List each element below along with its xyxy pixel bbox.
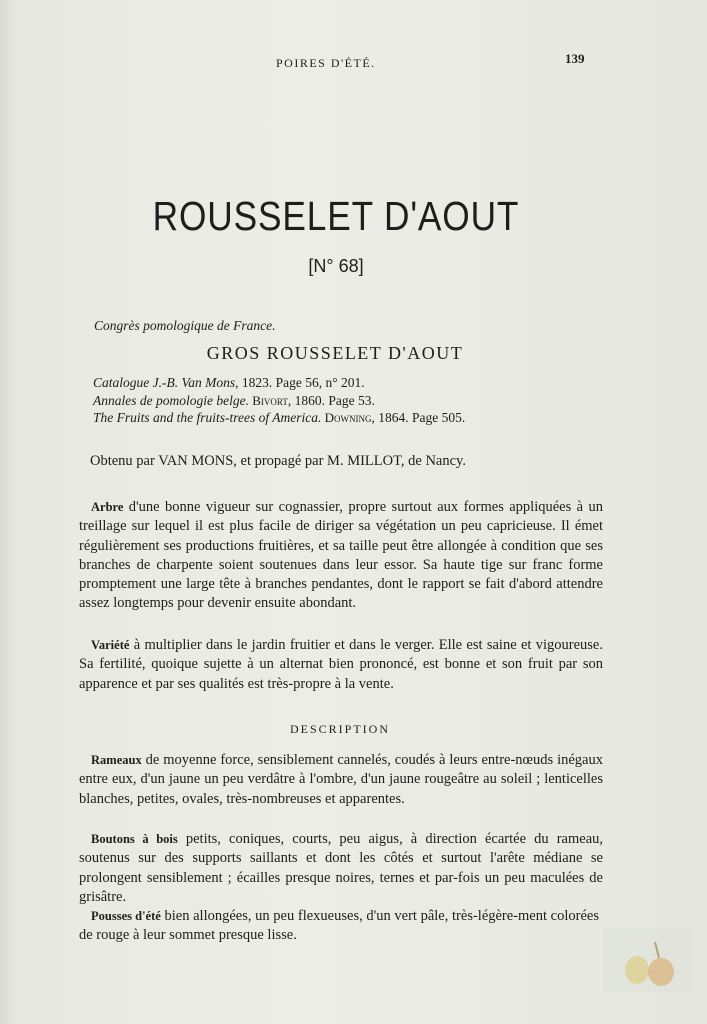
running-head: POIRES D'ÉTÉ. [276, 56, 376, 70]
paragraph-lead: Boutons à bois [91, 832, 178, 846]
paragraph-rameaux: Rameaux de moyenne force, sensiblement cannelés, coudés à leurs entre-nœuds inégaux entre eux, d'un jaune un peu verdâtre à l'ombre, d'un jaune rougeâtre au soleil ; lenticelles blanches, petites, ovales, très-nombreuses et apparentes. [79, 752, 603, 807]
paragraph-lead: Rameaux [91, 753, 142, 767]
reference-item: The Fruits and the fruits-trees of America. Downing, 1864. Page 505. [93, 410, 466, 425]
congress-reference: Congrès pomologique de France. [94, 318, 276, 333]
origin-statement: Obtenu par VAN MONS, et propagé par M. MILLOT, de Nancy. [90, 453, 466, 469]
page-number: 139 [565, 51, 585, 66]
paragraph-arbre: Arbre d'une bonne vigueur sur cognassier, propre surtout aux formes appliquées à un treillage sur lequel il est plus facile de diriger sa végétation un peu capricieuse. Il émet régulièrement ses productions fruitières, et sa taille peut être allongée à condition que ses branches de charpente soient soutenues dans leur essor. Sa haute tige sur franc forme promptement une large tête à branches pendantes, dont le rapport se fait d'abord attendre assez longtemps pour devenir ensuite abondant. [79, 499, 603, 612]
paragraph-pousses: Pousses d'été bien allongées, un peu flexueuses, d'un vert pâle, très-légère-ment colorées de rouge à leur sommet presque lisse. [79, 908, 599, 944]
paragraph-lead: Variété [91, 638, 130, 652]
pear-shape [648, 958, 674, 986]
reference-item: Catalogue J.-B. Van Mons, 1823. Page 56, n° 201. [93, 375, 365, 390]
variety-title: ROUSSELET D'AOUT [152, 193, 520, 240]
paragraph-variete: Variété à multiplier dans le jardin fruitier et dans le verger. Elle est saine et vigoureuse. Sa fertilité, quoique sujette à un alternat bien prononcé, est bonne et son fruit par son apparence et par ses qualités est très-propre à la vente. [79, 637, 603, 692]
paragraph-boutons: Boutons à bois petits, coniques, courts, peu aigus, à direction écartée du rameau, soutenus sur des supports saillants et dont les côtés et surtout l'arête médiane se prolongent sensiblement ; écailles presque noires, ternes et par-fois un peu maculées de grisâtre. [79, 831, 604, 905]
paragraph-lead: Pousses d'été [91, 909, 161, 923]
references-list [93, 374, 465, 427]
pear-shape [625, 956, 649, 984]
paragraph-lead: Arbre [91, 500, 124, 514]
pear-illustration-icon [603, 928, 693, 992]
reference-item: Annales de pomologie belge. Bivort, 1860. Page 53. [93, 392, 375, 408]
synonym-title: GROS ROUSSELET D'AOUT [206, 343, 464, 363]
entry-number: [N° 68] [308, 256, 364, 276]
description-heading: DESCRIPTION [289, 722, 390, 736]
stamp-background [603, 928, 693, 992]
